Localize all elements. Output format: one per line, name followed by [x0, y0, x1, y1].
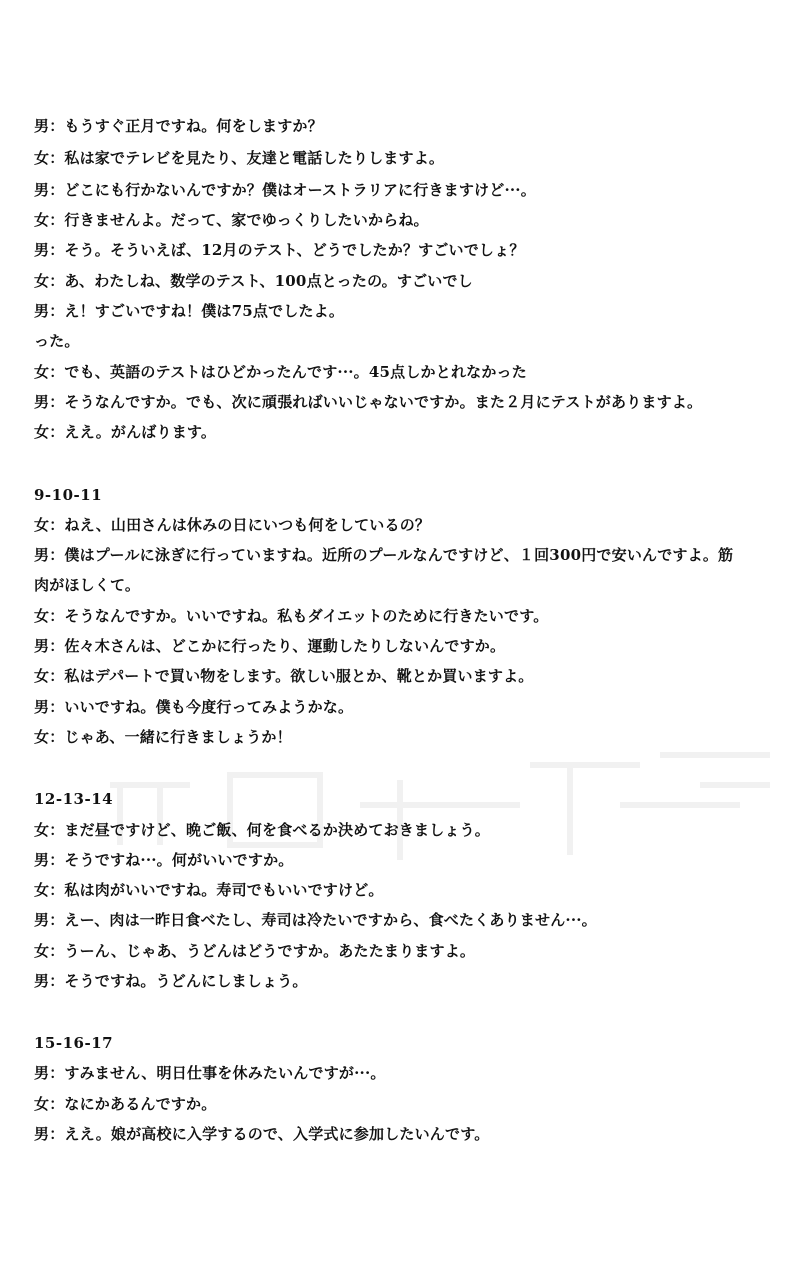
- dialogue-line-2-5: 男：佐々木さんは、どこかに行ったり、運動したりしないんですか。: [34, 637, 506, 655]
- dialogue-line-2-7: 男：いいですね。僕も今度行ってみようかな。: [34, 698, 354, 716]
- dialogue-line-2-8: 女：じゃあ、一緒に行きましょうか！: [34, 728, 292, 746]
- dialogue-line-1-9: 女：でも、英語のテストはひどかったんです···。45点しかとれなかった: [34, 363, 527, 381]
- dialogue-line-1-2: 女：私は家でテレビを見たり、友達と電話したりしますよ。: [34, 149, 445, 167]
- dialogue-line-4-2: 女：なにかあるんですか。: [34, 1095, 217, 1113]
- dialogue-line-3-3: 女：私は肉がいいですね。寿司でもいいですけど。: [34, 881, 384, 899]
- dialogue-line-2-3: 肉がほしくて。: [34, 576, 141, 594]
- dialogue-line-2-2: 男：僕はプールに泳ぎに行っていますね。近所のプールなんですけど、１回300円で安いんですよ。筋: [34, 546, 734, 564]
- dialogue-line-3-1: 女：まだ昼ですけど、晩ご飯、何を食べるか決めておきましょう。: [34, 821, 491, 839]
- dialogue-line-1-4: 女：行きませんよ。だって、家でゆっくりしたいからね。: [34, 211, 429, 229]
- dialogue-line-1-10: 男：そうなんですか。でも、次に頑張ればいいじゃないですか。また２月にテストがありますよ。: [34, 393, 703, 411]
- dialogue-line-1-7: 男：え！すごいですね！僕は75点でしたよ。: [34, 302, 345, 320]
- dialogue-line-1-3: 男：どこにも行かないんですか？僕はオーストラリアに行きますけど···。: [34, 181, 536, 199]
- dialogue-line-2-6: 女：私はデパートで買い物をします。欲しい服とか、靴とか買いますよ。: [34, 667, 534, 685]
- dialogue-line-3-5: 女：うーん、じゃあ、うどんはどうですか。あたたまりますよ。: [34, 942, 476, 960]
- dialogue-line-1-8: った。: [34, 332, 80, 350]
- section-heading-15-16-17: 15-16-17: [34, 1034, 114, 1052]
- dialogue-line-4-1: 男：すみません、明日仕事を休みたいんですが···。: [34, 1064, 386, 1082]
- dialogue-line-1-1: 男：もうすぐ正月ですね。何をしますか？: [34, 117, 323, 135]
- dialogue-line-1-11: 女：ええ。がんばります。: [34, 423, 217, 441]
- dialogue-line-4-3: 男：ええ。娘が高校に入学するので、入学式に参加したいんです。: [34, 1125, 490, 1143]
- section-heading-9-10-11: 9-10-11: [34, 486, 103, 504]
- section-heading-12-13-14: 12-13-14: [34, 790, 114, 808]
- dialogue-line-3-2: 男：そうですね···。何がいいですか。: [34, 851, 294, 869]
- dialogue-line-3-4: 男：えー、肉は一昨日食べたし、寿司は冷たいですから、食べたくありません···。: [34, 911, 597, 929]
- dialogue-line-3-6: 男：そうですね。うどんにしましょう。: [34, 972, 308, 990]
- dialogue-line-2-4: 女：そうなんですか。いいですね。私もダイエットのために行きたいです。: [34, 607, 549, 625]
- dialogue-line-2-1: 女：ねえ、山田さんは休みの日にいつも何をしているの？: [34, 516, 431, 534]
- dialogue-line-1-6: 女：あ、わたしね、数学のテスト、100点とったの。すごいでし: [34, 272, 473, 290]
- dialogue-line-1-5: 男：そう。そういえば、12月のテスト、どうでしたか？すごいでしょ？: [34, 241, 525, 259]
